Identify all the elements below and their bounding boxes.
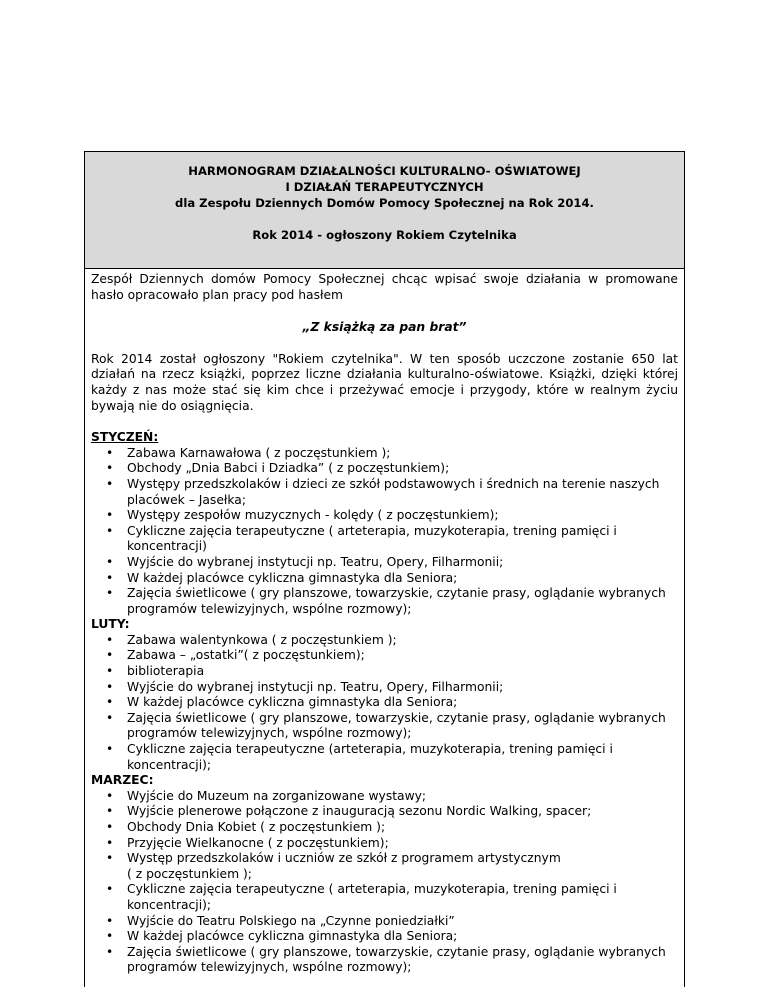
month-heading: MARZEC:: [91, 773, 154, 788]
activity-item: • Zabawa walentynkowa ( z poczęstunkiem );: [127, 633, 678, 649]
activity-item: • Wyjście do wybranej instytucji np. Teatru, Opery, Filharmonii;: [127, 680, 678, 696]
activity-item: • Wyjście do Muzeum na zorganizowane wystawy;: [127, 789, 678, 805]
activity-item: • Wyjście do Teatru Polskiego na „Czynne poniedziałki”: [127, 914, 678, 930]
header-title-line-2: I DZIAŁAŃ TERAPEUTYCZNYCH: [285, 180, 484, 194]
activity-item: • Wyjście do wybranej instytucji np. Teatru, Opery, Filharmonii;: [127, 555, 678, 571]
activity-item: • Zabawa – „ostatki”( z poczęstunkiem);: [127, 648, 678, 664]
activity-item: • W każdej placówce cykliczna gimnastyka dla Seniora;: [127, 929, 678, 945]
intro-text: Zespół Dziennych domów Pomocy Społecznej chcąc wpisać swoje działania w promowane hasło opracowało plan pracy pod hasłem: [91, 272, 678, 302]
activity-item: • Zajęcia świetlicowe ( gry planszowe, towarzyskie, czytanie prasy, oglądanie wybranych programów telewizyjnych, wspólne rozmowy);: [127, 945, 678, 976]
header-year-motto: Rok 2014 - ogłoszony Rokiem Czytelnika: [252, 228, 517, 242]
month-activity-list: [91, 633, 678, 773]
month-activity-list: [91, 789, 678, 976]
activity-item: • Występ przedszkolaków i uczniów ze szkół z programem artystycznym ( z poczęstunkiem );: [127, 851, 678, 882]
activity-item: • Wyjście plenerowe połączone z inauguracją sezonu Nordic Walking, spacer;: [127, 804, 678, 820]
document-header: [85, 152, 684, 269]
month-activity-list: [91, 446, 678, 618]
month-heading: STYCZEŃ:: [91, 430, 159, 445]
header-title-line-3: dla Zespołu Dziennych Domów Pomocy Społecznej na Rok 2014.: [175, 196, 594, 210]
activity-item: • Przyjęcie Wielkanocne ( z poczęstunkiem);: [127, 836, 678, 852]
activity-item: • Cykliczne zajęcia terapeutyczne ( arteterapia, muzykoterapia, trening pamięci i koncentracji): [127, 524, 678, 555]
activity-item: • Występy przedszkolaków i dzieci ze szkół podstawowych i średnich na terenie naszych placówek – Jasełka;: [127, 477, 678, 508]
motto-text: „Z książką za pan brat”: [302, 320, 467, 335]
activity-item: • W każdej placówce cykliczna gimnastyka dla Seniora;: [127, 571, 678, 587]
activity-item: • Cykliczne zajęcia terapeutyczne ( arteterapia, muzykoterapia, trening pamięci i koncentracji);: [127, 882, 678, 913]
activity-item: • Zabawa Karnawałowa ( z poczęstunkiem );: [127, 446, 678, 462]
months-list: [91, 430, 678, 976]
document-table: [84, 151, 685, 987]
activity-item: • Występy zespołów muzycznych - kolędy ( z poczęstunkiem);: [127, 508, 678, 524]
activity-item: • Zajęcia świetlicowe ( gry planszowe, towarzyskie, czytanie prasy, oglądanie wybranych programów telewizyjnych, wspólne rozmowy);: [127, 586, 678, 617]
description-paragraph: Rok 2014 został ogłoszony "Rokiem czytelnika". W ten sposób uczczone zostanie 650 lat działań na rzecz książki, poprzez liczne działania kulturalno-oświatowe. Książki, dzięki której każdy z nas może stać się kim chce i przeżywać emocje i przygody, które w realnym życiu bywają nie do osiągnięcia.: [91, 351, 678, 413]
activity-item: • Obchody Dnia Kobiet ( z poczęstunkiem );: [127, 820, 678, 836]
activity-item: • Obchody „Dnia Babci i Dziadka” ( z poczęstunkiem);: [127, 461, 678, 477]
activity-item: • Cykliczne zajęcia terapeutyczne (arteterapia, muzykoterapia, trening pamięci i koncentracji);: [127, 742, 678, 773]
header-title-line-1: HARMONOGRAM DZIAŁALNOŚCI KULTURALNO- OŚWIATOWEJ: [188, 164, 581, 178]
month-heading: LUTY:: [91, 617, 130, 632]
activity-item: • W każdej placówce cykliczna gimnastyka dla Seniora;: [127, 695, 678, 711]
document-body: [85, 269, 684, 976]
activity-item: • Zajęcia świetlicowe ( gry planszowe, towarzyskie, czytanie prasy, oglądanie wybranych programów telewizyjnych, wspólne rozmowy);: [127, 711, 678, 742]
activity-item: • biblioterapia: [127, 664, 678, 680]
